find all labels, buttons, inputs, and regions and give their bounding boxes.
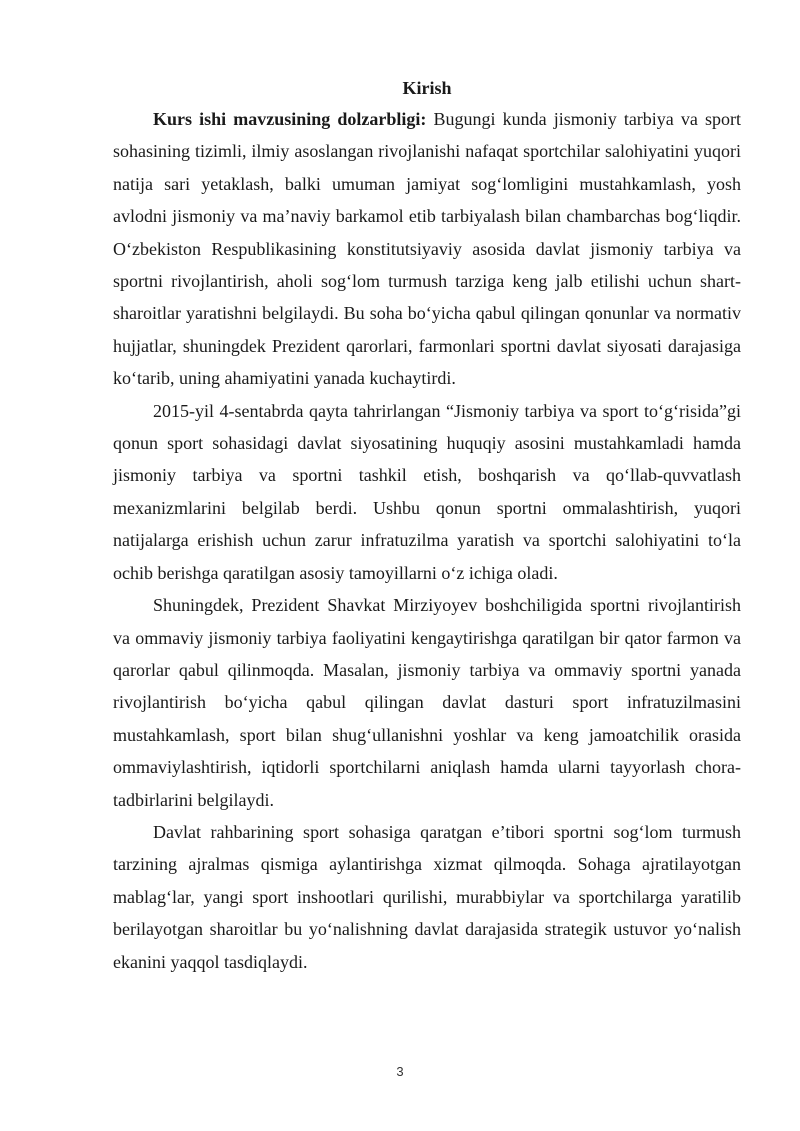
page-number: 3 — [396, 1064, 404, 1079]
paragraph-lead: Kurs ishi mavzusining dolzarbligi: — [153, 109, 427, 129]
paragraph-text: Bugungi kunda jismoniy tarbiya va sport sohasining tizimli, ilmiy asoslangan rivojlanishi nafaqat sportchilar salohiyatini yuqori natija sari yetaklash, balki umuman jamiyat sog‘lomligini mustahkamlash, yosh avlodni jismoniy va ma’naviy barkamol etib tarbiyalash bilan chambarchas bog‘liqdir. O‘zbekiston Respublikasining konstitutsiyaviy asosida davlat jismoniy tarbiya va sportni rivojlantirish, aholi sog‘lom turmush tarziga keng jalb etilishi uchun shart-sharoitlar yaratishni belgilaydi. Bu soha bo‘yicha qabul qilingan qonunlar va normativ hujjatlar, shuningdek Prezident qarorlari, farmonlari sportni davlat siyosati darajasiga ko‘tarib, uning ahamiyatini yanada kuchaytirdi. — [113, 109, 741, 389]
paragraph-law: 2015-yil 4-sentabrda qayta tahrirlangan “Jismoniy tarbiya va sport to‘g‘risida”gi qonun sport sohasidagi davlat siyosatining huquqiy asosini mustahkamladi hamda jismoniy tarbiya va sportni tashkil etish, boshqarish va qo‘llab-quvvatlash mexanizmlarini belgilab berdi. Ushbu qonun sportni ommalashtirish, yuqori natijalarga erishish uchun zarur infratuzilma yaratish va sportchi salohiyatini to‘la ochib berishga qaratilgan asosiy tamoyillarni o‘z ichiga oladi. — [113, 400, 741, 583]
paragraph-attention: Davlat rahbarining sport sohasiga qaratgan e’tibori sportni sog‘lom turmush tarzining ajralmas qismiga aylantirishga xizmat qilmoqda. Sohaga ajratilayotgan mablag‘lar, yangi sport inshootlari qurilishi, murabbiylar va sportchilarga yaratilib berilayotgan sharoitlar bu yo‘nalishning davlat darajasida strategik ustuvor yo‘nalish ekanini yaqqol tasdiqlaydi. — [113, 821, 741, 972]
paragraph-relevance — [113, 103, 741, 395]
section-title: Kirish — [402, 78, 452, 98]
paragraph-president: Shuningdek, Prezident Shavkat Mirziyoyev boshchiligida sportni rivojlantirish va ommaviy jismoniy tarbiya faoliyatini kengaytirishga qaratilgan bir qator farmon va qarorlar qabul qilinmoqda. Masalan, jismoniy tarbiya va ommaviy sportni yanada rivojlantirish bo‘yicha qabul qilingan davlat dasturi sport infratuzilmasini mustahkamlash, sport bilan shug‘ullanishni yoshlar va keng jamoatchilik orasida ommaviylashtirish, iqtidorli sportchilarni aniqlash hamda ularni tayyorlash chora-tadbirlarini belgilaydi. — [113, 595, 741, 810]
page-content — [113, 74, 741, 978]
